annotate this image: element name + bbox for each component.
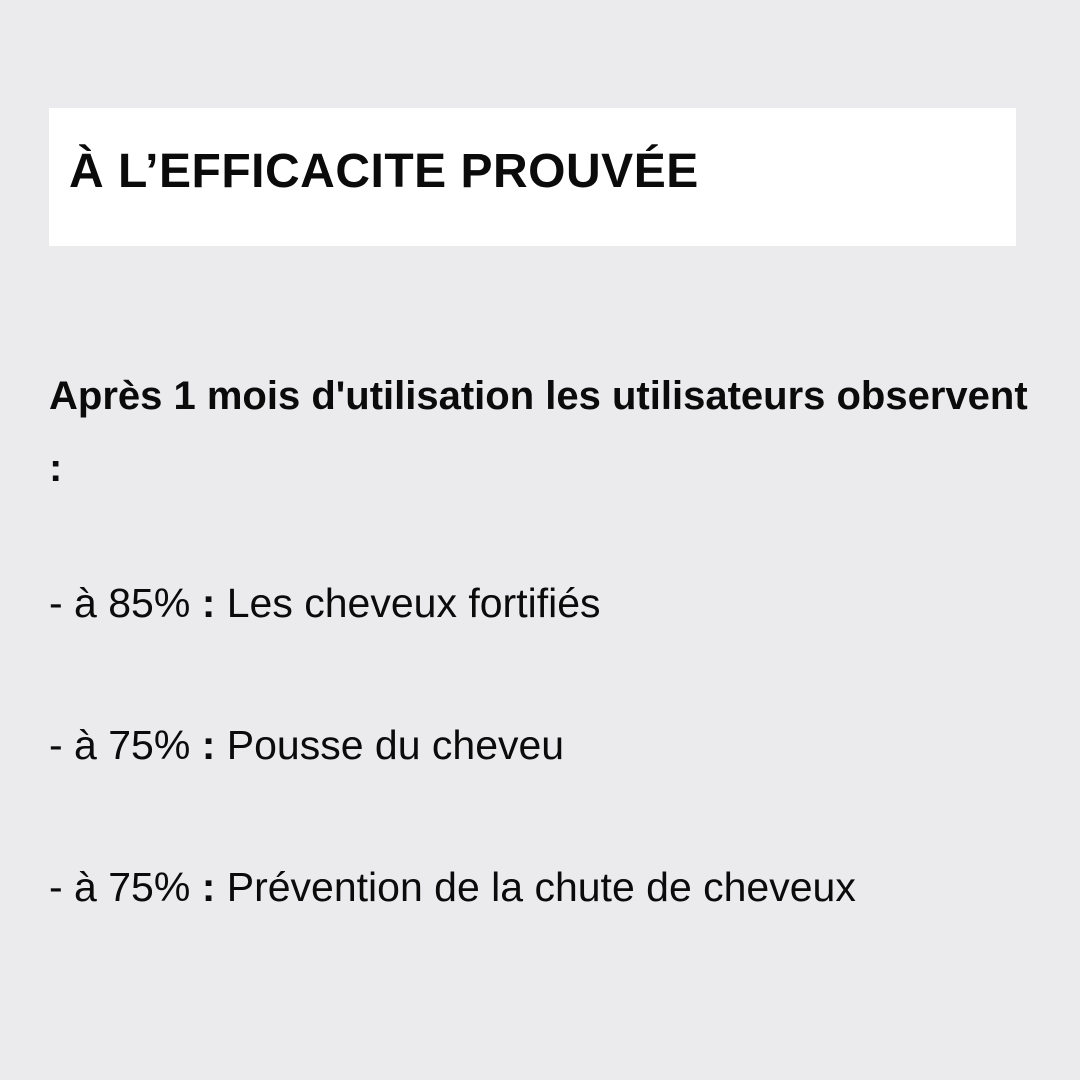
stat-percent: 75%: [108, 864, 191, 910]
stat-percent: 85%: [108, 580, 191, 626]
stat-item-growth: [49, 714, 1049, 856]
intro-text: Après 1 mois d'utilisation les utilisateurs observent :: [49, 374, 1028, 490]
stat-prefix: - à: [49, 864, 109, 910]
stat-label: Pousse du cheveu: [226, 722, 565, 768]
stat-item-prevention: [49, 856, 1049, 998]
stat-separator: :: [190, 864, 227, 910]
stat-item-fortified: [49, 572, 1049, 714]
stat-separator: :: [190, 580, 227, 626]
stat-label: Les cheveux fortifiés: [226, 580, 601, 626]
stats-list: [49, 572, 1049, 998]
stat-label: Prévention de la chute de cheveux: [226, 864, 856, 910]
stat-prefix: - à: [49, 722, 109, 768]
title-banner: [49, 108, 1016, 246]
page-title: À L’EFFICACITE PROUVÉE: [69, 145, 699, 198]
stat-prefix: - à: [49, 580, 109, 626]
stat-separator: :: [190, 722, 227, 768]
stat-percent: 75%: [108, 722, 191, 768]
